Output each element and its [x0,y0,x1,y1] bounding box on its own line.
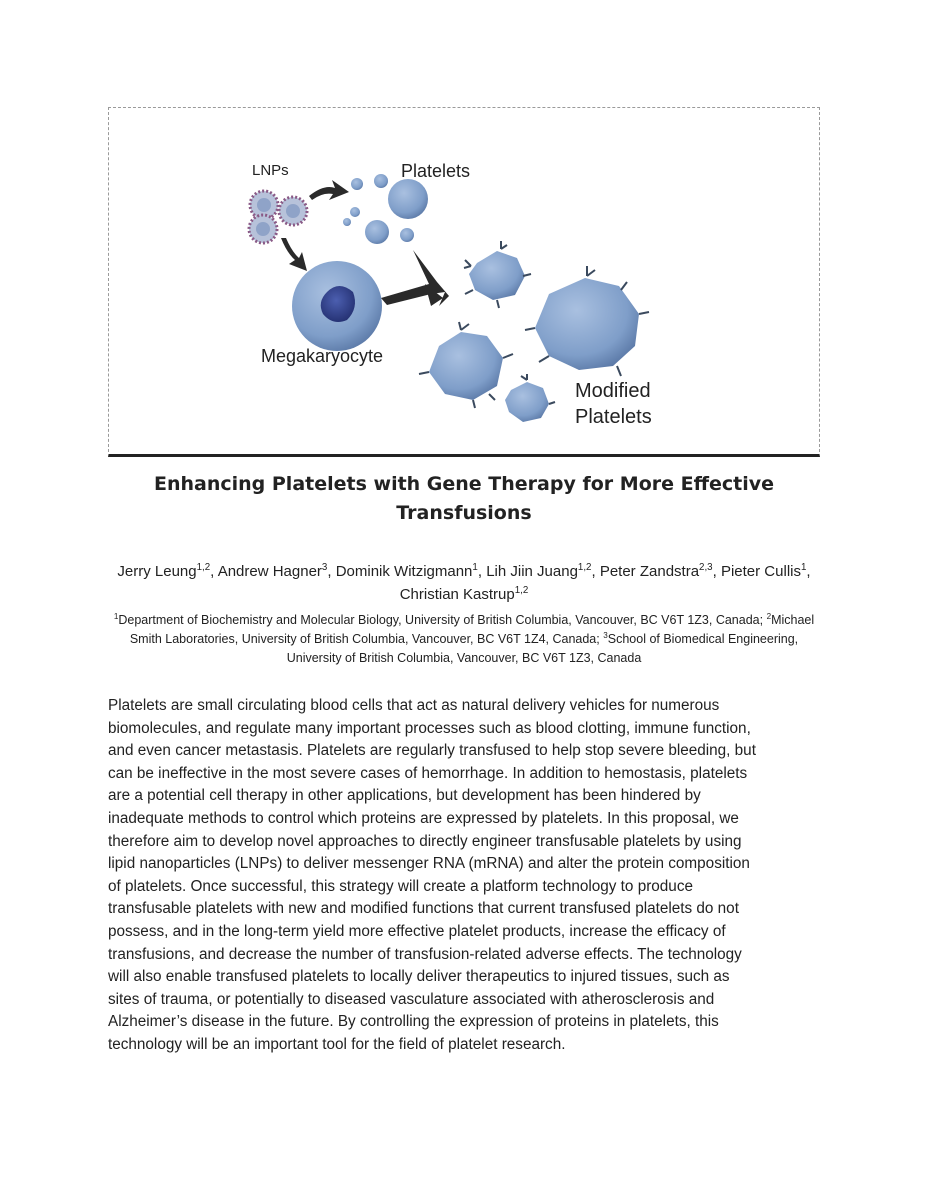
author-name: Peter Zandstra [599,563,700,580]
title-line: Transfusions [396,502,532,524]
abstract-line: possess, and in the long-term yield more effective platelet products, increase the efficacy of [108,922,726,940]
abstract-line: biomolecules, and regulate many important processes such as blood clotting, immune function, [108,719,751,737]
author-affiliation-marker: 1 [472,562,478,573]
abstract-line: Platelets are small circulating blood cells that act as natural delivery vehicles for numerous [108,697,720,714]
author-name: Jerry Leung [117,563,197,580]
affiliation-marker: 1 [113,611,119,621]
platelets-label: Platelets [401,161,471,181]
lnp-particle [279,197,307,225]
affiliation-marker: 3 [603,630,608,640]
author-affiliation-marker: 1,2 [196,562,211,573]
author-affiliation-marker: 1,2 [577,562,592,573]
modified-platelet-cell [419,322,513,408]
author-list: Jerry Leung$^{1,2}$, Andrew Hagner$^3$, Dominik Witzigmann$^1$, Lih Jiin Juang$^{1,2}$, Peter Zandstra$^{2,3}$, Pieter Cullis$^1$, Christian Kastrup$^{1,2}$ [117,562,811,603]
abstract-line: transfusable platelets with new and modified functions that current transfused platelets do not [108,900,739,918]
author-name: Andrew Hagner [217,563,322,580]
lnp-particle [250,191,278,219]
title-line: Enhancing Platelets with Gene Therapy for More Effective [153,473,774,495]
abstract-line: are a potential cell therapy in other applications, but development has been hindered by [108,787,701,805]
affiliation-text: Department of Biochemistry and Molecular Biology, University of British Columbia, Vancouver, BC V6T 1Z3, Canada; [118,613,764,627]
platelet-cell [343,174,428,244]
arrow-icon [309,180,349,200]
figure-panel [108,107,820,457]
megakaryocyte-cell [292,261,382,351]
author-affiliation-marker: 3 [321,562,328,573]
abstract-line: can be ineffective in the most severe cases of hemorrhage. In addition to hemostasis, platelets [108,764,748,782]
author-name: Christian Kastrup [399,586,515,603]
modified-platelet-cell [464,241,531,308]
modified-platelets-label-line1: Modified [575,380,651,402]
abstract-line: Alzheimer’s disease in the future. By controlling the expression of proteins in platelets, this [108,1013,719,1031]
abstract-line: inadequate methods to control which proteins are expressed by platelets. In this proposal, we [108,809,739,827]
abstract-line: sites of trauma, or potentially to diseased vasculature associated with atherosclerosis and [108,990,715,1008]
lnp-particle [249,215,277,243]
abstract-line: transfusions, and decrease the number of transfusion-related adverse effects. The technology [108,945,742,963]
abstract-line: will also enable transfused platelets to locally deliver therapeutics to injured tissues, such as [108,968,730,986]
author-affiliation-marker: 1 [800,562,807,573]
affiliation-text: Michael Smith Laboratories, University of British Columbia, Vancouver, BC V6T 1Z4, Canada; [129,613,815,646]
affiliation-marker: 2 [766,611,772,621]
modified-platelet-cell [525,266,649,376]
author-name: Pieter Cullis [720,563,801,580]
abstract-line: and even cancer metastasis. Platelets are regularly transfused to help stop severe bleeding, but [108,742,756,760]
arrow-icon [281,238,307,271]
author-affiliation-marker: 1,2 [514,585,529,596]
abstract-line: technology will be an important tool for the field of platelet research. [108,1035,566,1053]
author-affiliation-marker: 2,3 [699,562,713,573]
abstract-line: therefore aim to develop novel approaches to directly engineer transfusable platelets by using [108,832,742,850]
megakaryocyte-label: Megakaryocyte [261,346,384,366]
author-name: Lih Jiin Juang [486,563,578,580]
abstract-paragraph [108,695,820,1057]
abstract-line: lipid nanoparticles (LNPs) to deliver messenger RNA (mRNA) and alter the protein composition [108,855,750,873]
modified-platelet-cell [505,374,555,422]
abstract-line: of platelets. Once successful, this strategy will create a platform technology to produce [108,877,693,895]
lnps-label: LNPs [252,162,289,179]
author-name: Dominik Witzigmann [335,563,473,580]
modified-platelets-label-line2: Platelets [575,406,652,428]
paper-title [120,470,808,528]
affiliation-text: School of Biomedical Engineering, University of British Columbia, Vancouver, BC V6T 1Z3, Canada [286,632,799,665]
affiliations [108,611,820,668]
